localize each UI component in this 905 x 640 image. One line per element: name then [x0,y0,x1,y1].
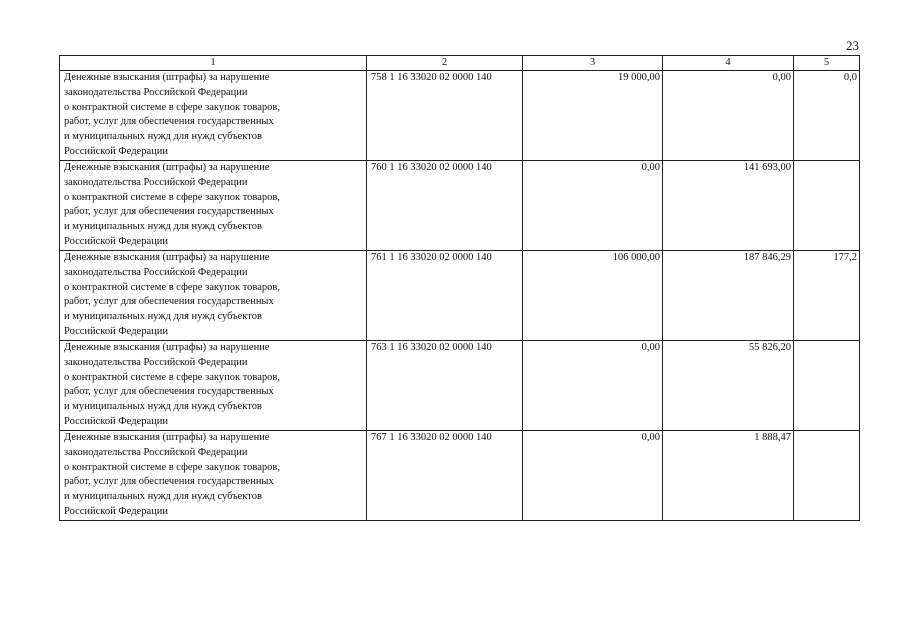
row-budget-code: 760 1 16 33020 02 0000 140 [367,161,523,251]
table-row [60,251,860,341]
row-value-col4: 0,00 [663,71,794,161]
row-description: Денежные взыскания (штрафы) за нарушение законодательства Российской Федерации о контрактной системе в сфере закупок товаров, работ, услуг для обеспечения государственных и муниципальных нужд для нужд субъектов Российской Федерации [60,251,367,341]
table-row [60,71,860,161]
column-header-2: 2 [367,56,523,71]
row-budget-code: 761 1 16 33020 02 0000 140 [367,251,523,341]
row-description: Денежные взыскания (штрафы) за нарушение законодательства Российской Федерации о контрактной системе в сфере закупок товаров, работ, услуг для обеспечения государственных и муниципальных нужд для нужд субъектов Российской Федерации [60,431,367,521]
row-value-col3: 0,00 [523,341,663,431]
row-value-col3: 0,00 [523,431,663,521]
table-row [60,341,860,431]
row-value-col3: 106 000,00 [523,251,663,341]
row-value-col4: 55 826,20 [663,341,794,431]
row-budget-code: 767 1 16 33020 02 0000 140 [367,431,523,521]
column-header-4: 4 [663,56,794,71]
row-value-col3: 0,00 [523,161,663,251]
column-header-1: 1 [60,56,367,71]
row-description: Денежные взыскания (штрафы) за нарушение законодательства Российской Федерации о контрактной системе в сфере закупок товаров, работ, услуг для обеспечения государственных и муниципальных нужд для нужд субъектов Российской Федерации [60,341,367,431]
row-description: Денежные взыскания (штрафы) за нарушение законодательства Российской Федерации о контрактной системе в сфере закупок товаров, работ, услуг для обеспечения государственных и муниципальных нужд для нужд субъектов Российской Федерации [60,71,367,161]
row-description: Денежные взыскания (штрафы) за нарушение законодательства Российской Федерации о контрактной системе в сфере закупок товаров, работ, услуг для обеспечения государственных и муниципальных нужд для нужд субъектов Российской Федерации [60,161,367,251]
row-value-col4: 1 888,47 [663,431,794,521]
row-value-col5 [794,341,860,431]
row-value-col3: 19 000,00 [523,71,663,161]
table-row [60,161,860,251]
row-value-col4: 187 846,29 [663,251,794,341]
row-budget-code: 758 1 16 33020 02 0000 140 [367,71,523,161]
row-value-col5 [794,431,860,521]
column-header-3: 3 [523,56,663,71]
table-row [60,431,860,521]
budget-table [59,55,860,521]
row-budget-code: 763 1 16 33020 02 0000 140 [367,341,523,431]
column-header-5: 5 [794,56,860,71]
row-value-col5 [794,161,860,251]
row-value-col5: 0,0 [794,71,860,161]
table-header-row [60,56,860,71]
row-value-col4: 141 693,00 [663,161,794,251]
row-value-col5: 177,2 [794,251,860,341]
page-number: 23 [846,38,859,53]
